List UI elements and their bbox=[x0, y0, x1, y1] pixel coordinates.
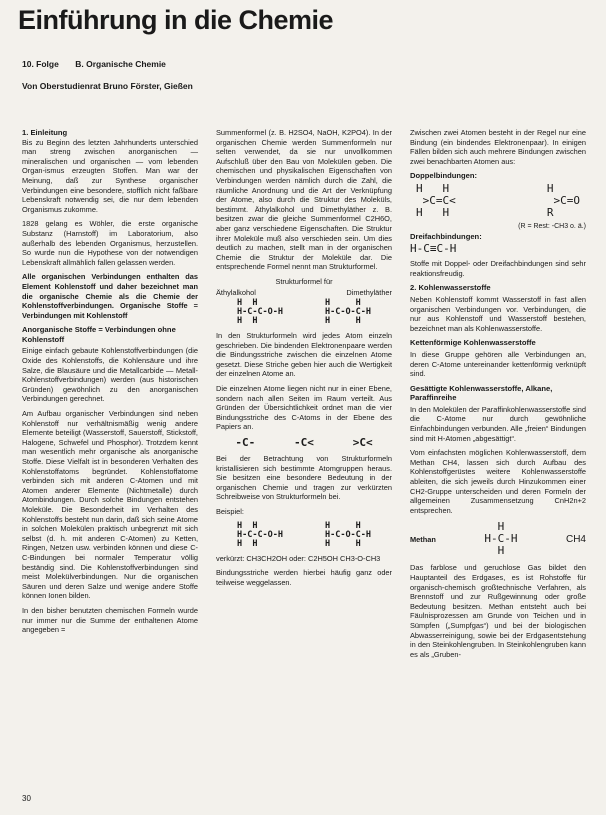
struct-labels bbox=[216, 288, 392, 298]
ethanol-formula bbox=[237, 299, 283, 326]
page-title: Einführung in die Chemie bbox=[18, 5, 334, 35]
series-part: 10. Folge bbox=[22, 59, 59, 69]
methane-label: Methan bbox=[410, 534, 436, 544]
formula-h-row: H H bbox=[324, 316, 361, 327]
subsection-heading: Kettenförmige Kohlenwasserstoffe bbox=[410, 338, 536, 348]
paragraph: Zwischen zwei Atomen besteht in der Regel nur eine Bindung (ein bindendes Elektronenpaar). In einigen Fällen bilden sich auch mehrere Bindungen zwischen zwei benachbarten Atomen aus: bbox=[410, 128, 586, 166]
struct-formula-row bbox=[216, 299, 392, 326]
paragraph: Einige einfach gebaute Kohlenstoffverbindungen (die Oxide des Kohlenstoffs, die Kohlensäure und ihre Salze, die Blausäure und die Metallcarbide — Metall-Kohlenstoffverbindungen) werden (aus historischen Gründen) gewöhnlich zu den anorganischen Verbindungen gerechnet. bbox=[22, 346, 198, 404]
example-ethanol-formula bbox=[237, 522, 283, 549]
column-2 bbox=[216, 128, 392, 592]
paragraph: Vom einfachsten möglichen Kohlenwasserstoff, dem Methan CH4, lassen sich durch Aufbau des Kohlenstoffgerüstes weitere Kohlenwasserstoffe ableiten, die sich jeweils durch Hinzukommen einer CH2-Gruppe unterscheiden und deren Formeln der allgemeinen Zusammensetzung CnH2n+2 entsprechen. bbox=[410, 448, 586, 515]
carbon-valence-3: >C< bbox=[352, 436, 373, 450]
paragraph: Am Aufbau organischer Verbindungen sind neben Kohlenstoff nur verhältnismäßig wenig andere Elemente beteiligt (Wasserstoff, Sauerstoff, Stickstoff, Halogene, Schwefel und Phosphor). Trotzdem kennt man wesentlich mehr organische als anorganische Stoffe. Diese Vielfalt ist in besonderen Verhalten des Kohlenstoffatoms begründet. Kohlenstoffatome verbinden sich mit anderen C-Atomen und mit Atomen anderer Elemente (Nichtmetalle) durch Atombindungen. Durch solche Bindungen entstehen Moleküle. Die Besonderheit im Verhalten des Kohlenstoffs besteht nun darin, daß sich seine Atome in solchen Molekülen praktisch unbegrenzt mit sich selbst (d. h. mit anderen C-Atomen) zu Ketten, Ringen, Netzen usw. verbinden können und diese C-C-Bindungen bei normaler Temperatur völlig beständig sind. Die Kohlenstoffverbindungen sind meist Molekülverbindungen. Nur die organischen Säuren und deren Salze und wenige andere Stoffe können Ionen bilden. bbox=[22, 409, 198, 601]
rest-note: (R = Rest: -CH3 o. ä.) bbox=[518, 222, 586, 230]
paragraph: Stoffe mit Doppel- oder Dreifachbindungen sind sehr reaktionsfreudig. bbox=[410, 259, 586, 278]
author-line: Von Oberstudienrat Bruno Förster, Gießen bbox=[22, 81, 193, 91]
ethene-formula: H H >C=C< H H bbox=[416, 181, 456, 219]
paragraph: Bindungsstriche werden hierbei häufig ganz oder teilweise weggelassen. bbox=[216, 568, 392, 587]
page-number: 30 bbox=[22, 794, 31, 803]
formula-h-row: H H bbox=[236, 298, 258, 309]
formula-h-row: H H bbox=[236, 316, 258, 327]
formula-h-row: H H bbox=[324, 520, 361, 531]
carbon-valence-row bbox=[216, 437, 392, 449]
formula-h-row: H H bbox=[324, 538, 361, 549]
paragraph: Summenformel (z. B. H2SO4, NaOH, K2PO4). In der organischen Chemie werden Summenformeln nur selten verwendet, da sie nur unvollkommen Aufschluß über den Bau von Molekülen geben. Die chemischen und physikalischen Eigenschaften von Verbindungen werden nämlich durch die Zahl, die räumliche Anordnung und die Art der Verknüpfung der Atome, also durch die Struktur des Moleküls, bestimmt. Äthylalkohol und Dimethyläther z. B. besitzen zwar die gleiche Summenformel C2H6O, aber ganz verschiedene Eigenschaften. Die Struktur ihrer Moleküle muß also verschieden sein. Um dies deutlich zu machen, stellt man in der organischen Chemie die Struktur der Moleküle dar. Die entsprechende Formel nennt man Strukturformel. bbox=[216, 128, 392, 272]
series-line bbox=[22, 60, 180, 70]
example-ether-formula bbox=[325, 522, 371, 549]
paragraph: verkürzt: CH3CH2OH oder: C2H5OH CH3-O-CH3 bbox=[216, 553, 381, 563]
paragraph: Bis zu Beginn des letzten Jahrhunderts unterschied man streng zwischen anorganischen — mineralischen und organischen — vom lebenden Organ-ismus erzeugten Stoffen. Man war der Meinung, daß zur Synthese organischer Verbindungen eine besondere, stofflich nicht faßbare Lebenskraft notwendig sei, die nur dem lebenden Organismus zukomme. bbox=[22, 137, 198, 214]
paragraph: Die einzelnen Atome liegen nicht nur in einer Ebene, sondern nach allen Seiten im Raum verteilt. Aus Gründen der Übersichtlichkeit ordnet man die vier Bindungsstriche des C-Atoms in der Ebene des Papiers an. bbox=[216, 384, 392, 432]
triple-bond-heading: Dreifachbindungen: bbox=[410, 231, 482, 241]
formula-h-row: H H bbox=[324, 298, 361, 309]
paragraph: In den Molekülen der Paraffinkohlenwasserstoffe sind die C-Atome nur durch gewöhnliche Einfachbindungen verbunden. Alle „freien“ Bindungen sind mit H-Atomen „abgesättigt“. bbox=[410, 404, 586, 443]
methane-formula: H H-C-H H bbox=[484, 520, 518, 558]
paragraph: In diese Gruppe gehören alle Verbindungen an, deren C-Atome untereinander kettenförmig verknüpft sind. bbox=[410, 349, 586, 379]
paragraph: 1828 gelang es Wöhler, die erste organische Substanz (Harnstoff) im Laboratorium, also außerhalb des lebenden Organismus, herzustellen. So wurde nun die Hypothese von der notwendigen Lebenskraft allmählich fallen gelassen werden. bbox=[22, 219, 198, 267]
ethyne-formula: H-C≡C-H bbox=[410, 242, 457, 256]
formula-h-row: H H bbox=[236, 538, 258, 549]
paragraph: Bei der Betrachtung von Strukturformeln kristallisieren sich bestimmte Atomgruppen heraus. Sie besitzen eine besondere Bedeutung in der organischen Chemie und tragen zur verkürzten Schreibweise von Strukturformeln bei. bbox=[216, 454, 392, 502]
paragraph: Das farblose und geruchlose Gas bildet den Hauptanteil des Erdgases, es ist Rohstoffe für organisch-chemisch großtechnische Verfahren, als Brennstoff und zur Rußgewinnung oder große Bedeutung besitzen. Methan entsteht auch bei Fäulnisprozessen am Grunde von Teichen und in Sümpfen („Sumpfgas“) und bei der biologischen Abwasserreinigung, sowie bei der Erdgasentstehung in den Steinkohlengruben. In Steinkohlengruben kann es als „Gruben- bbox=[410, 563, 586, 659]
formula-h-row: H H bbox=[236, 520, 258, 531]
carbon-valence-1: -C- bbox=[235, 436, 256, 450]
column-3 bbox=[410, 128, 586, 664]
carbonyl-formula: H >C=O R bbox=[546, 181, 580, 219]
example-label: Beispiel: bbox=[216, 507, 244, 516]
paragraph: Neben Kohlenstoff kommt Wasserstoff in fast allen organischen Verbindungen vor. Verbindungen, die nur aus Kohlenstoff und Wasserstoff bestehen, bezeichnet man als Kohlenwasserstoffe. bbox=[410, 294, 586, 333]
double-bond-formulas bbox=[416, 183, 580, 219]
section-heading: 2. Kohlenwasserstoffe bbox=[410, 283, 491, 293]
methane-row bbox=[410, 521, 586, 557]
formula-main-row: H-C-O-C-H bbox=[324, 307, 372, 318]
double-bond-heading: Doppelbindungen: bbox=[410, 171, 478, 181]
carbon-valence-2: -C< bbox=[294, 436, 314, 450]
column-1 bbox=[22, 128, 198, 640]
label-dimethylether: Dimethyläther bbox=[346, 287, 392, 297]
struct-caption: Strukturformel für bbox=[275, 276, 333, 286]
formula-main-row: H-C-O-C-H bbox=[324, 529, 372, 540]
paragraph: In den Strukturformeln wird jedes Atom einzeln geschrieben. Die bindenden Elektronenpaare werden die Bindungsstriche zwischen die einzelnen Atome gesetzt. Diese Striche geben hier auch die Wertigkeit der einzelnen Atome an. bbox=[216, 331, 392, 379]
section-heading: 1. Einleitung bbox=[22, 128, 68, 137]
label-ethanol: Äthylalkohol bbox=[216, 287, 256, 297]
definition-heading: Anorganische Stoffe = Verbindungen ohne Kohlenstoff bbox=[22, 325, 176, 344]
series-topic: B. Organische Chemie bbox=[75, 59, 166, 69]
paragraph: In den bisher benutzten chemischen Formeln wurde nur immer nur die Summe der enthaltenen Atome angegeben = bbox=[22, 605, 198, 635]
formula-main-row: H-C-C-O-H bbox=[236, 529, 284, 540]
methane-sum-formula: CH4 bbox=[565, 533, 586, 545]
subsection-heading: Gesättigte Kohlenwasserstoffe, Alkane, Paraffinreihe bbox=[410, 383, 553, 403]
definition-paragraph: Alle organischen Verbindungen enthalten das Element Kohlenstoff und daher bezeichnet man die organische Chemie als die Chemie der Kohlenstoffverbindungen. Organische Stoffe = Verbindungen mit Kohlenstoff bbox=[22, 272, 198, 320]
formula-main-row: H-C-C-O-H bbox=[236, 307, 284, 318]
example-formula-row bbox=[216, 522, 392, 549]
dimethylether-formula bbox=[325, 299, 371, 326]
